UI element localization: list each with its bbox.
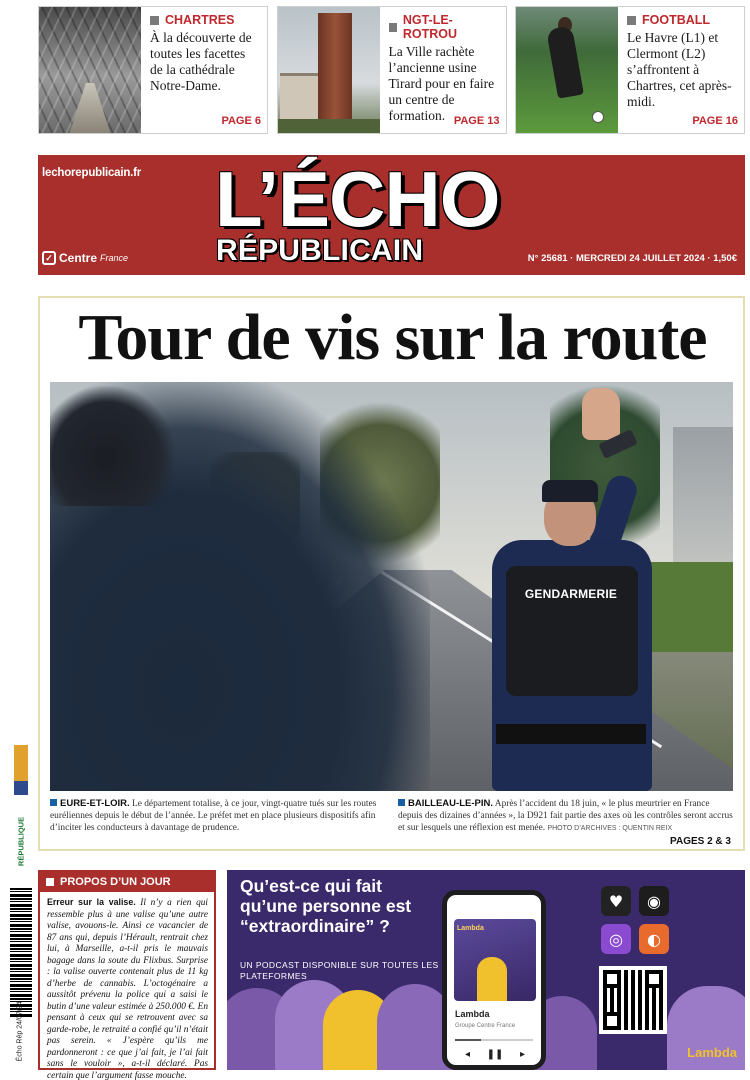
gendarmerie-label: GENDARMERIE [518, 584, 624, 604]
photo-credit: PHOTO D’ARCHIVES : QUENTIN REIX [547, 825, 673, 832]
teaser-category: NGT-LE-ROTROU [389, 13, 500, 41]
propos-header: PROPOS D’UN JOUR [40, 872, 214, 892]
teaser-page: PAGE 13 [453, 115, 500, 127]
caption-left: EURE-ET-LOIR. Le département totalise, à ce jour, vingt-quatre tués sur les routes euréliennes depuis le début de l’année. Le préfet met en place plusieurs dispositifs afin d’inciter les conducteurs à davantage de prudence. [50, 798, 377, 833]
progress-bar [455, 1039, 533, 1041]
propos-box [38, 870, 216, 1080]
podcast-ad[interactable] [227, 870, 745, 1070]
logo-line1: L’ÉCHO [215, 155, 500, 243]
photo-captions [50, 798, 733, 835]
teaser-photo-football [516, 7, 618, 133]
teaser-page: PAGE 16 [692, 115, 738, 127]
qr-code[interactable] [599, 966, 667, 1034]
teaser-text: À la découverte de toutes les facettes de la cathédrale Notre-Dame. [150, 30, 252, 93]
teaser-category: CHARTRES [150, 13, 261, 27]
ad-title: Qu’est-ce qui fait qu’une personne est “extraordinaire” ? [240, 876, 412, 936]
side-badge-text: RÉPUBLIQUE [16, 816, 26, 867]
podcast-addict-icon[interactable]: ◐ [639, 924, 669, 954]
main-photo [50, 382, 733, 791]
ad-brand: Lambda [687, 1045, 737, 1060]
vertical-edition-text: Écho Rép 24/07/24 [16, 1001, 24, 1062]
prev-icon[interactable]: ◂ [465, 1049, 471, 1060]
issue-info: N° 25681 · MERCREDI 24 JUILLET 2024 · 1,50€ [527, 253, 737, 264]
teaser-page: PAGE 6 [221, 115, 261, 127]
artwork-label: Lambda [457, 925, 484, 932]
teaser-row [38, 6, 745, 134]
podcast-name: Lambda [455, 1009, 490, 1019]
caption-right: BAILLEAU-LE-PIN. Après l’accident du 18 juin, « le plus meurtrier en France depuis des dizaines d’années », la D921 fait partie des axes où les contrôles seront accrus et sur lesquels une réflexion est menée. PHOTO D’ARCHIVES : QUENTIN REIX [398, 798, 733, 833]
deezer-icon[interactable]: ♥ [601, 886, 631, 916]
teaser-photo-cathedral [39, 7, 141, 133]
teaser-text: Le Havre (L1) et Clermont (L2) s’affrontent à Chartres, cet après-midi. [627, 30, 732, 109]
teaser-category: FOOTBALL [627, 13, 738, 27]
group-logo: ✓ Centre France [42, 251, 128, 265]
centre-france-icon: ✓ [42, 251, 56, 265]
teaser-chartres[interactable] [38, 6, 268, 134]
teaser-football[interactable] [515, 6, 745, 134]
platform-icons [601, 886, 671, 954]
pages-reference[interactable]: PAGES 2 & 3 [670, 836, 731, 847]
podcast-figure [477, 957, 507, 1001]
teaser-nogent[interactable] [277, 6, 507, 134]
apple-podcasts-icon[interactable]: ◎ [601, 924, 631, 954]
teaser-photo-tower [278, 7, 380, 133]
podcast-group: Groupe Centre France [455, 1023, 516, 1029]
phone-mockup [442, 890, 546, 1070]
player-controls [465, 1049, 525, 1060]
ad-subtitle: UN PODCAST DISPONIBLE SUR TOUTES LES PLATEFORMES [240, 960, 439, 981]
teaser-text: La Ville rachète l’ancienne usine Tirard pour en faire un centre de formation. [388, 44, 495, 123]
propos-text: Erreur sur la valise. Il n’y a rien qui ressemble plus à une valise qu’une autre valise, avouons-le. Ainsi ce vacancier de 87 ans qui, depuis l’Hérault, rentrait chez lui, à Marseille, a-t-il pris le mauvais bagage dans la soute du Flixbus. Surprise : la valise ouverte contenait plus de 11 kg d’herbe de cannabis. L’octogénaire a aussitôt prévenu la police qui a saisi le butin d’une valeur estimée à 250.000 €. En pensant à ceux qui se retrouvent avec sa garde-robe, le retraité a confié qu’il n’était pas serein. « J’espère qu’ils me pardonneront : ce que j’ai fait, je l’ai fait sans le vouloir », a-t-il déclaré. Pas certain que l’argument fasse mouche. [47, 897, 208, 1080]
next-icon[interactable]: ▸ [519, 1049, 525, 1060]
site-url[interactable]: lechorepublicain.fr [42, 167, 142, 179]
side-badge [10, 745, 32, 865]
headline[interactable]: Tour de vis sur la route [78, 301, 707, 374]
masthead [38, 155, 745, 275]
spotify-icon[interactable]: ◉ [639, 886, 669, 916]
logo-line2: RÉPUBLICAIN [216, 234, 424, 267]
pause-icon[interactable]: ❚❚ [486, 1049, 504, 1060]
gendarme-figure [482, 474, 682, 791]
main-story [38, 296, 745, 851]
